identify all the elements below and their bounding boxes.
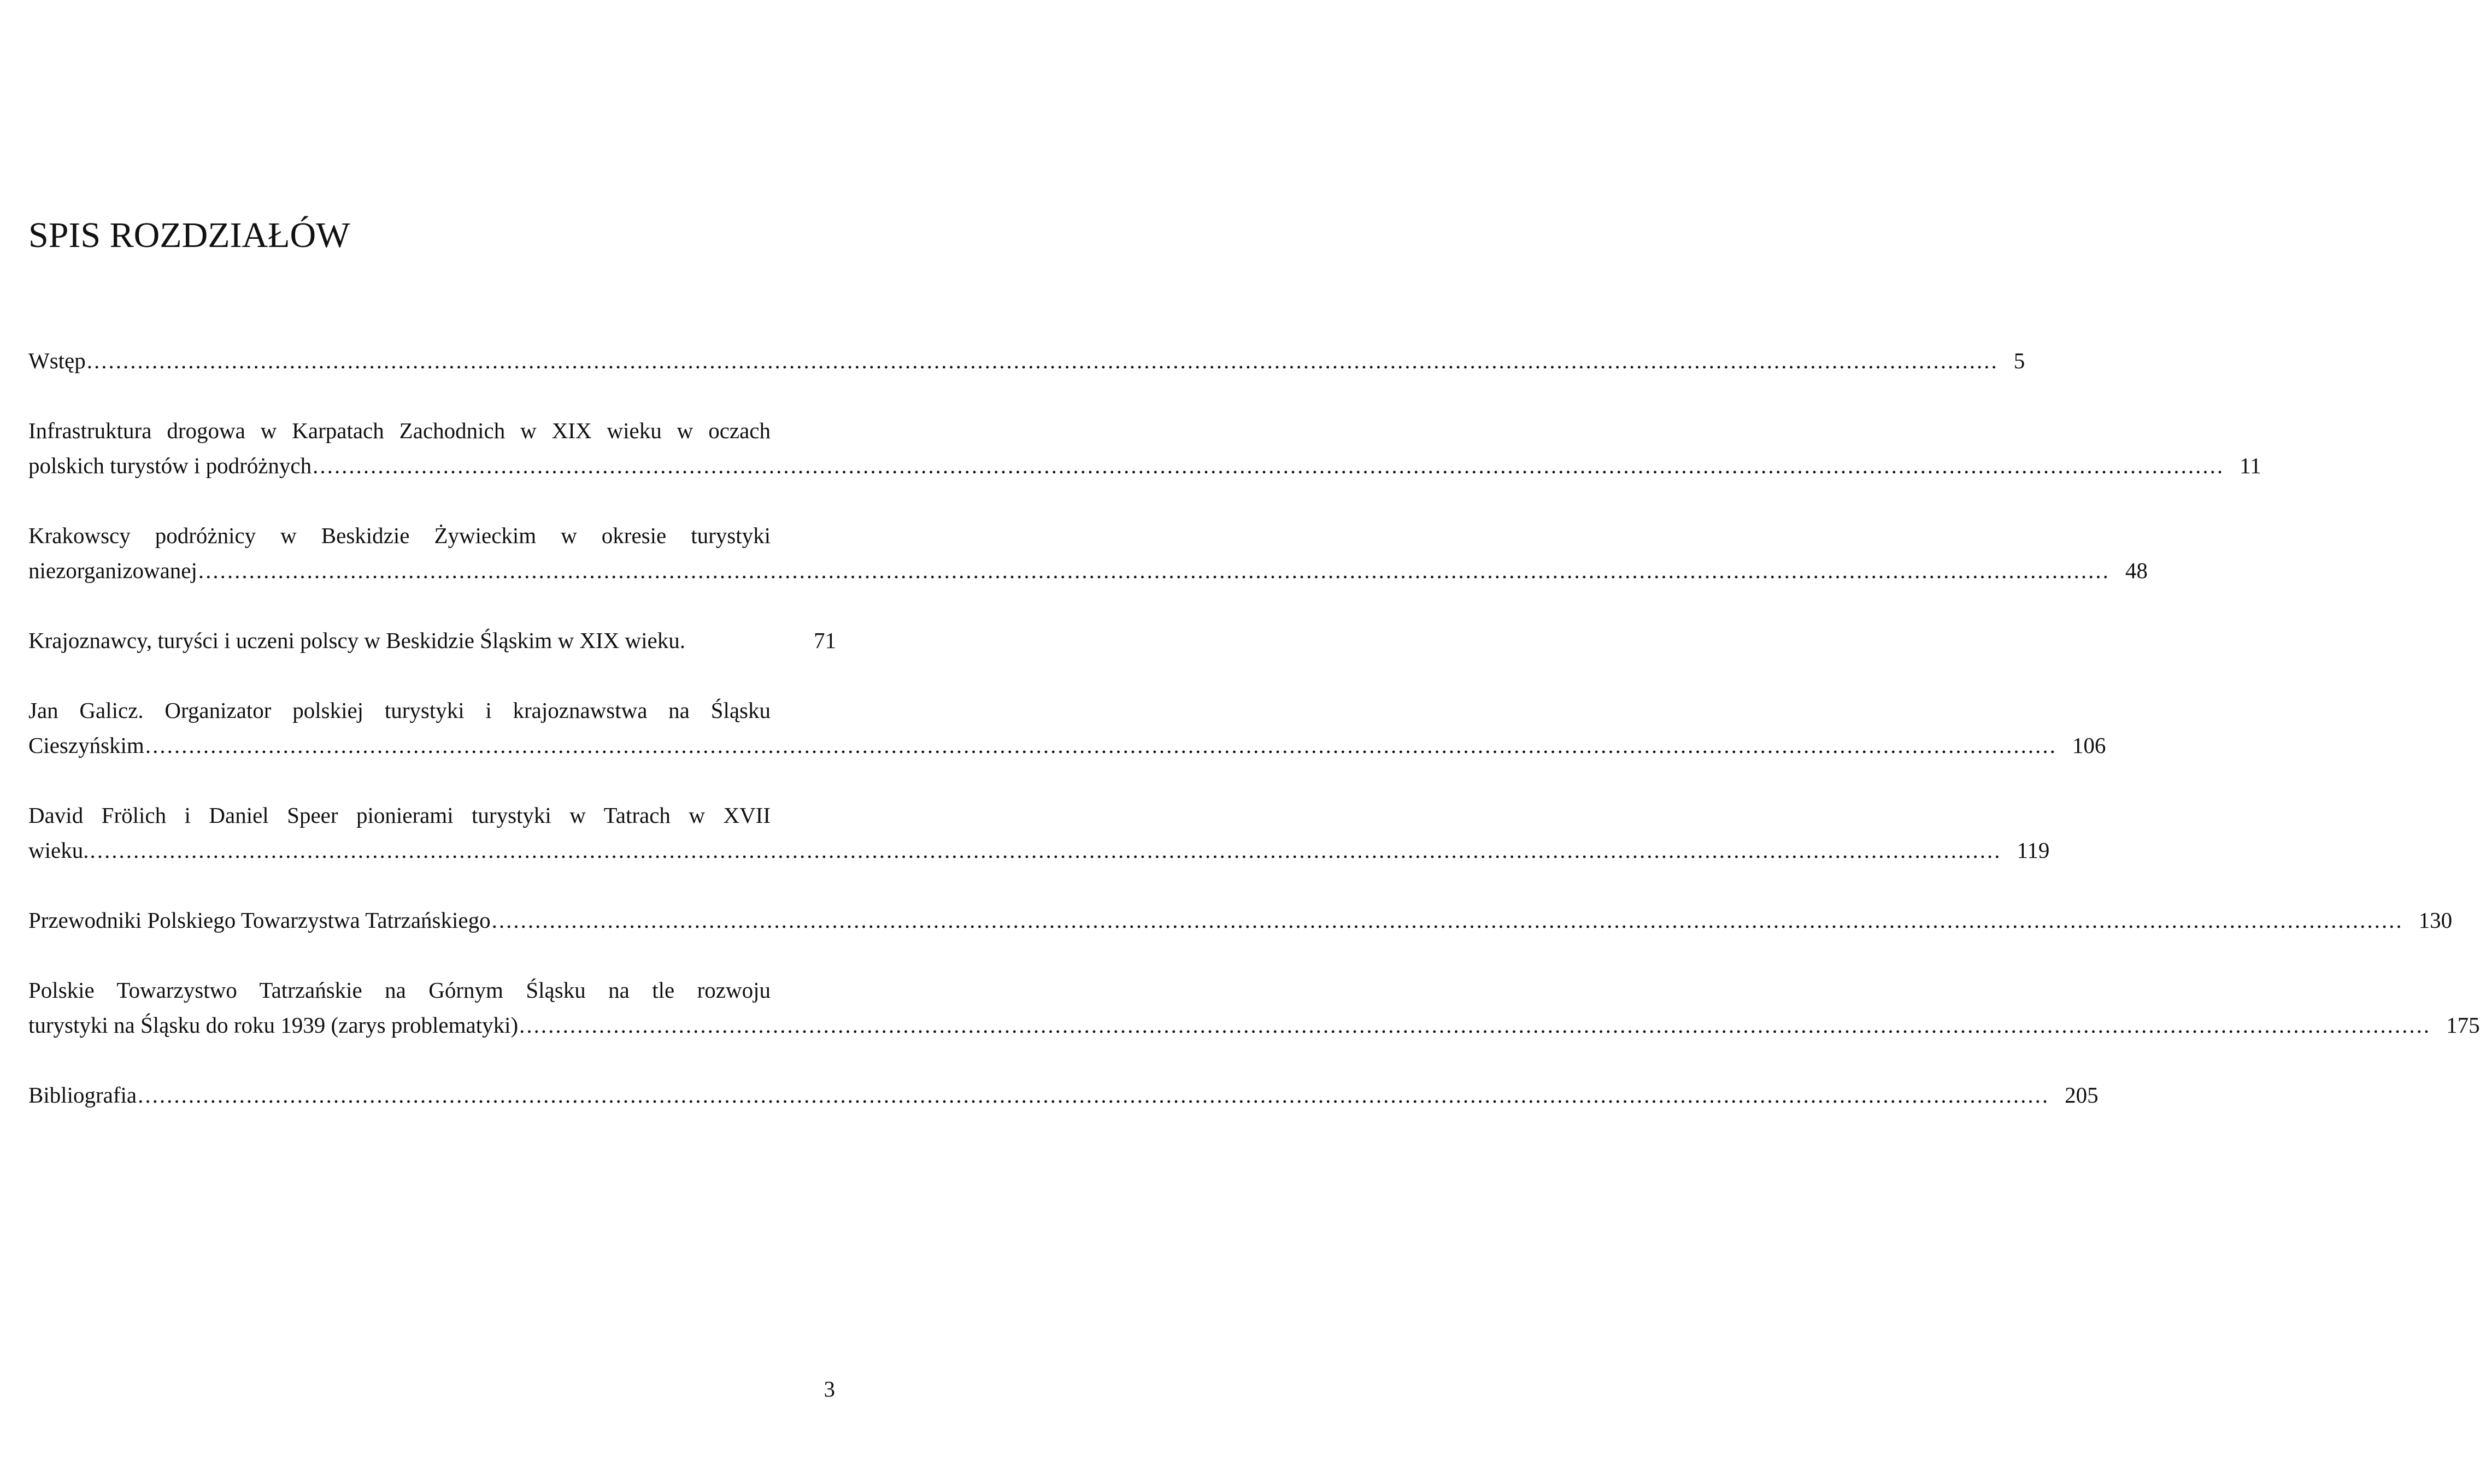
toc-dot-leader: ........................................................................................................................................................................................................................................................................ — [138, 1082, 2050, 1108]
toc-dot-leader: ........................................................................................................................................................................................................................................................................ — [90, 838, 2002, 863]
toc-entry-przewodniki[interactable] — [28, 903, 2453, 938]
toc-entry-title-line-1: Krakowscy podróżnicy w Beskidzie Żywieckim w okresie turystyki — [28, 523, 771, 548]
toc-entry-page: 11 — [2240, 453, 2261, 478]
toc-entry-title-line-1: David Frölich i Daniel Speer pionierami turystyki w Tatrach w XVII — [28, 803, 771, 828]
toc-entry-title-line-1: Polskie Towarzystwo Tatrzańskie na Górnym Śląsku na tle rozwoju — [28, 977, 771, 1003]
toc-entry-page: 71 — [814, 628, 836, 653]
toc-entry-bibliografia[interactable] — [28, 1077, 2099, 1112]
toc-dot-leader: ........................................................................................................................................................................................................................................................................ — [491, 908, 2403, 933]
toc-entry-title-line-1: Jan Galicz. Organizator polskiej turystyki i krajoznawstwa na Śląsku — [28, 698, 771, 723]
toc-entry-line — [28, 623, 836, 658]
toc-entry-title: Krajoznawcy, turyści i uczeni polscy w Beskidzie Śląskim w XIX wieku. — [28, 628, 685, 653]
toc-entry-line — [28, 448, 2261, 483]
toc-entry-page: 119 — [2017, 838, 2050, 863]
toc-entry-frolich-speer[interactable] — [28, 798, 2050, 868]
toc-entry-page: 175 — [2446, 1012, 2480, 1038]
toc-entry-line — [28, 1077, 2099, 1112]
toc-dot-leader: ........................................................................................................................................................................................................................................................................ — [145, 733, 2057, 758]
toc-entry-jan-galicz[interactable] — [28, 693, 2106, 763]
toc-entry-krakowscy[interactable] — [28, 518, 2148, 588]
toc-entry-title: niezorganizowanej — [28, 558, 197, 583]
toc-dot-leader: ........................................................................................................................................................................................................................................................................ — [86, 348, 1999, 373]
table-of-contents — [28, 343, 2480, 1147]
toc-entry-page: 5 — [2013, 348, 2025, 373]
toc-entry-page: 205 — [2065, 1082, 2099, 1108]
toc-entry-title: Przewodniki Polskiego Towarzystwa Tatrzańskiego — [28, 908, 491, 933]
toc-dot-leader: ........................................................................................................................................................................................................................................................................ — [519, 1012, 2431, 1038]
toc-entry-title: Wstęp — [28, 348, 86, 373]
toc-entry-ptt-gorny-slask[interactable] — [28, 973, 2480, 1043]
toc-entry-line — [28, 553, 2148, 588]
page-number: 3 — [824, 1376, 835, 1401]
toc-entry-page: 48 — [2125, 558, 2148, 583]
toc-entry-line — [28, 343, 2025, 378]
toc-entry-infrastruktura[interactable] — [28, 413, 2261, 483]
toc-entry-title: turystyki na Śląsku do roku 1939 (zarys problematyki) — [28, 1012, 519, 1038]
toc-entry-page: 130 — [2418, 908, 2453, 933]
toc-entry-line — [28, 1008, 2480, 1043]
toc-entry-line — [28, 728, 2106, 763]
page-title: SPIS ROZDZIAŁÓW — [28, 215, 350, 255]
toc-entry-wstep[interactable] — [28, 343, 2025, 378]
toc-entry-title-line-1: Infrastruktura drogowa w Karpatach Zachodnich w XIX wieku w oczach — [28, 418, 771, 443]
toc-entry-page: 106 — [2072, 733, 2106, 758]
toc-entry-title: Cieszyńskim — [28, 733, 144, 758]
toc-entry-title: polskich turystów i podróżnych — [28, 453, 312, 478]
toc-entry-title: wieku. — [28, 838, 89, 863]
toc-dot-leader: ........................................................................................................................................................................................................................................................................ — [198, 558, 2110, 583]
toc-entry-title: Bibliografia — [28, 1082, 137, 1108]
toc-dot-leader: ........................................................................................................................................................................................................................................................................ — [313, 453, 2225, 478]
toc-entry-line — [28, 833, 2050, 868]
toc-entry-line — [28, 903, 2453, 938]
toc-entry-krajoznawcy[interactable] — [28, 623, 836, 658]
